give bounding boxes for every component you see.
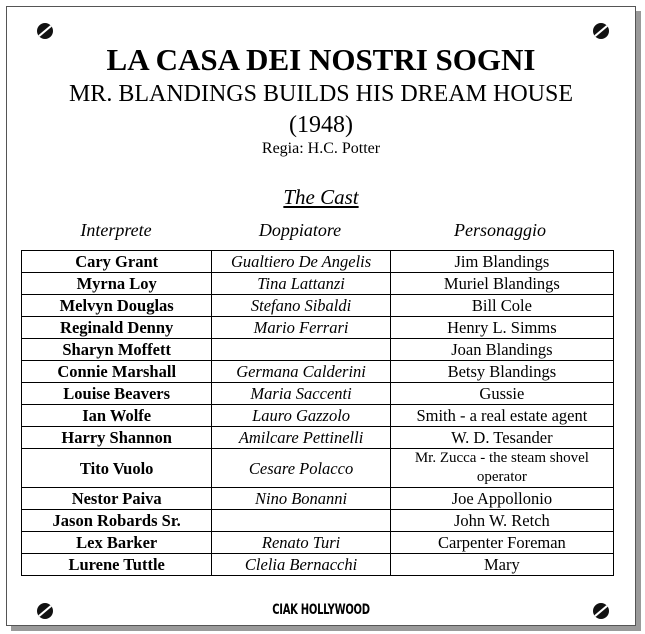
character-cell: John W. Retch (390, 510, 613, 532)
character-cell: Jim Blandings (390, 251, 613, 273)
actor-cell: Connie Marshall (22, 361, 212, 383)
director-credit: Regia: H.C. Potter (261, 140, 381, 157)
release-year: (1948) (289, 112, 353, 138)
character-cell: Henry L. Simms (390, 317, 613, 339)
table-row (22, 532, 614, 554)
character-cell: Carpenter Foreman (390, 532, 613, 554)
table-row (22, 488, 614, 510)
ciak-hollywood-logo: CIAK HOLLYWOOD (272, 602, 370, 619)
actor-cell: Cary Grant (22, 251, 212, 273)
actor-cell: Nestor Paiva (22, 488, 212, 510)
plaque (6, 6, 636, 626)
voice-actor-cell: Germana Calderini (212, 361, 390, 383)
character-cell: Gussie (390, 383, 613, 405)
table-row (22, 383, 614, 405)
table-row (22, 339, 614, 361)
table-row (22, 295, 614, 317)
table-row (22, 510, 614, 532)
character-cell: Joe Appollonio (390, 488, 613, 510)
screw-icon (37, 23, 53, 39)
voice-actor-cell (212, 510, 390, 532)
character-cell: Muriel Blandings (390, 273, 613, 295)
voice-actor-cell: Lauro Gazzolo (212, 405, 390, 427)
table-row (22, 405, 614, 427)
voice-actor-cell (212, 339, 390, 361)
column-header-voice: Doppiatore (258, 220, 342, 240)
italian-title: LA CASA DEI NOSTRI SOGNI (106, 42, 536, 77)
voice-actor-cell: Stefano Sibaldi (212, 295, 390, 317)
voice-actor-cell: Cesare Polacco (212, 449, 390, 488)
actor-cell: Lex Barker (22, 532, 212, 554)
actor-cell: Jason Robards Sr. (22, 510, 212, 532)
actor-cell: Tito Vuolo (22, 449, 212, 488)
voice-actor-cell: Amilcare Pettinelli (212, 427, 390, 449)
table-row (22, 449, 614, 488)
actor-cell: Lurene Tuttle (22, 554, 212, 576)
character-cell: Bill Cole (390, 295, 613, 317)
character-cell: Mr. Zucca - the steam shovel operator (390, 449, 613, 488)
actor-cell: Harry Shannon (22, 427, 212, 449)
table-row (22, 554, 614, 576)
character-cell: Smith - a real estate agent (390, 405, 613, 427)
character-cell: Betsy Blandings (390, 361, 613, 383)
cast-table (21, 250, 614, 576)
character-cell: W. D. Tesander (390, 427, 613, 449)
table-row (22, 427, 614, 449)
table-row (22, 317, 614, 339)
actor-cell: Louise Beavers (22, 383, 212, 405)
voice-actor-cell: Nino Bonanni (212, 488, 390, 510)
table-row (22, 361, 614, 383)
character-cell: Mary (390, 554, 613, 576)
table-row (22, 273, 614, 295)
actor-cell: Melvyn Douglas (22, 295, 212, 317)
voice-actor-cell: Maria Saccenti (212, 383, 390, 405)
voice-actor-cell: Gualtiero De Angelis (212, 251, 390, 273)
actor-cell: Ian Wolfe (22, 405, 212, 427)
actor-cell: Reginald Denny (22, 317, 212, 339)
voice-actor-cell: Clelia Bernacchi (212, 554, 390, 576)
cast-heading: The Cast (283, 185, 359, 209)
voice-actor-cell: Tina Lattanzi (212, 273, 390, 295)
original-title: MR. BLANDINGS BUILDS HIS DREAM HOUSE (68, 81, 574, 107)
voice-actor-cell: Mario Ferrari (212, 317, 390, 339)
column-header-actor: Interprete (80, 220, 152, 240)
actor-cell: Sharyn Moffett (22, 339, 212, 361)
character-cell: Joan Blandings (390, 339, 613, 361)
column-header-role: Personaggio (454, 220, 546, 240)
voice-actor-cell: Renato Turi (212, 532, 390, 554)
table-row (22, 251, 614, 273)
screw-icon (593, 23, 609, 39)
actor-cell: Myrna Loy (22, 273, 212, 295)
